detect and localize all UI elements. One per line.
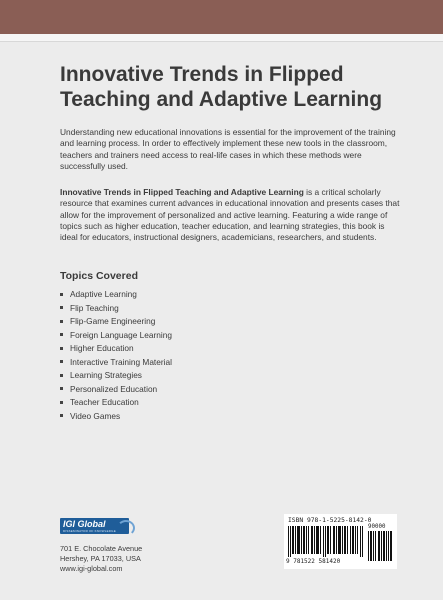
description-paragraph bbox=[60, 187, 400, 243]
publisher-logo bbox=[60, 518, 129, 534]
topic-item: Teacher Education bbox=[60, 397, 172, 411]
addon-bars-icon bbox=[368, 531, 393, 561]
publisher-address bbox=[60, 544, 142, 575]
barcode bbox=[284, 514, 397, 569]
barcode-main-number: 9 781522 581420 bbox=[286, 558, 341, 565]
book-title bbox=[60, 62, 410, 112]
address-street: 701 E. Chocolate Avenue bbox=[60, 544, 143, 553]
address-city: Hershey, PA 17033, USA bbox=[60, 554, 141, 564]
isbn-text: ISBN 978-1-5225-8142-0 bbox=[288, 517, 372, 524]
title-line-2: Teaching and Adaptive Learning bbox=[60, 88, 383, 111]
topics-heading: Topics Covered bbox=[60, 270, 138, 282]
publisher-website: www.igi-global.com bbox=[60, 564, 123, 574]
logo-text: IGI Global bbox=[63, 519, 106, 529]
topic-item: Adaptive Learning bbox=[60, 289, 172, 303]
logo-swoosh-icon bbox=[117, 520, 135, 536]
title-line-1: Innovative Trends in Flipped bbox=[60, 63, 344, 86]
top-color-band bbox=[0, 0, 443, 34]
intro-paragraph: Understanding new educational innovations is essential for the improvement of the training and learning process. In order to effectively implement these new tools in the classroom, teachers and trainers need access to real-life cases in which these methods were successfully used. bbox=[60, 127, 396, 171]
top-white-stripe bbox=[0, 34, 443, 42]
topic-item: Video Games bbox=[60, 411, 172, 425]
description-text: is a critical scholarly resource that examines current advances in educational innovation and presents cases that allow for the improvement of personalized and active learning. Featuring a wide range of topics such as higher education, teacher education, and learning strategies, this book is ideal for educators, instructional designers, academicians, researchers, and students. bbox=[60, 187, 400, 243]
description-book-title: Innovative Trends in Flipped Teaching and Adaptive Learning bbox=[60, 187, 304, 197]
topic-item: Flip Teaching bbox=[60, 303, 172, 317]
barcode-addon-number: 90000 bbox=[368, 524, 386, 530]
topic-item: Learning Strategies bbox=[60, 370, 172, 384]
barcode-bars-icon bbox=[288, 526, 364, 557]
topic-item: Foreign Language Learning bbox=[60, 330, 172, 344]
topic-item: Higher Education bbox=[60, 343, 172, 357]
logo-tagline: DISSEMINATOR OF KNOWLEDGE bbox=[63, 529, 116, 533]
topic-item: Flip-Game Engineering bbox=[60, 316, 172, 330]
topic-item: Personalized Education bbox=[60, 384, 172, 398]
topic-item: Interactive Training Material bbox=[60, 357, 172, 371]
topics-list bbox=[60, 289, 172, 424]
